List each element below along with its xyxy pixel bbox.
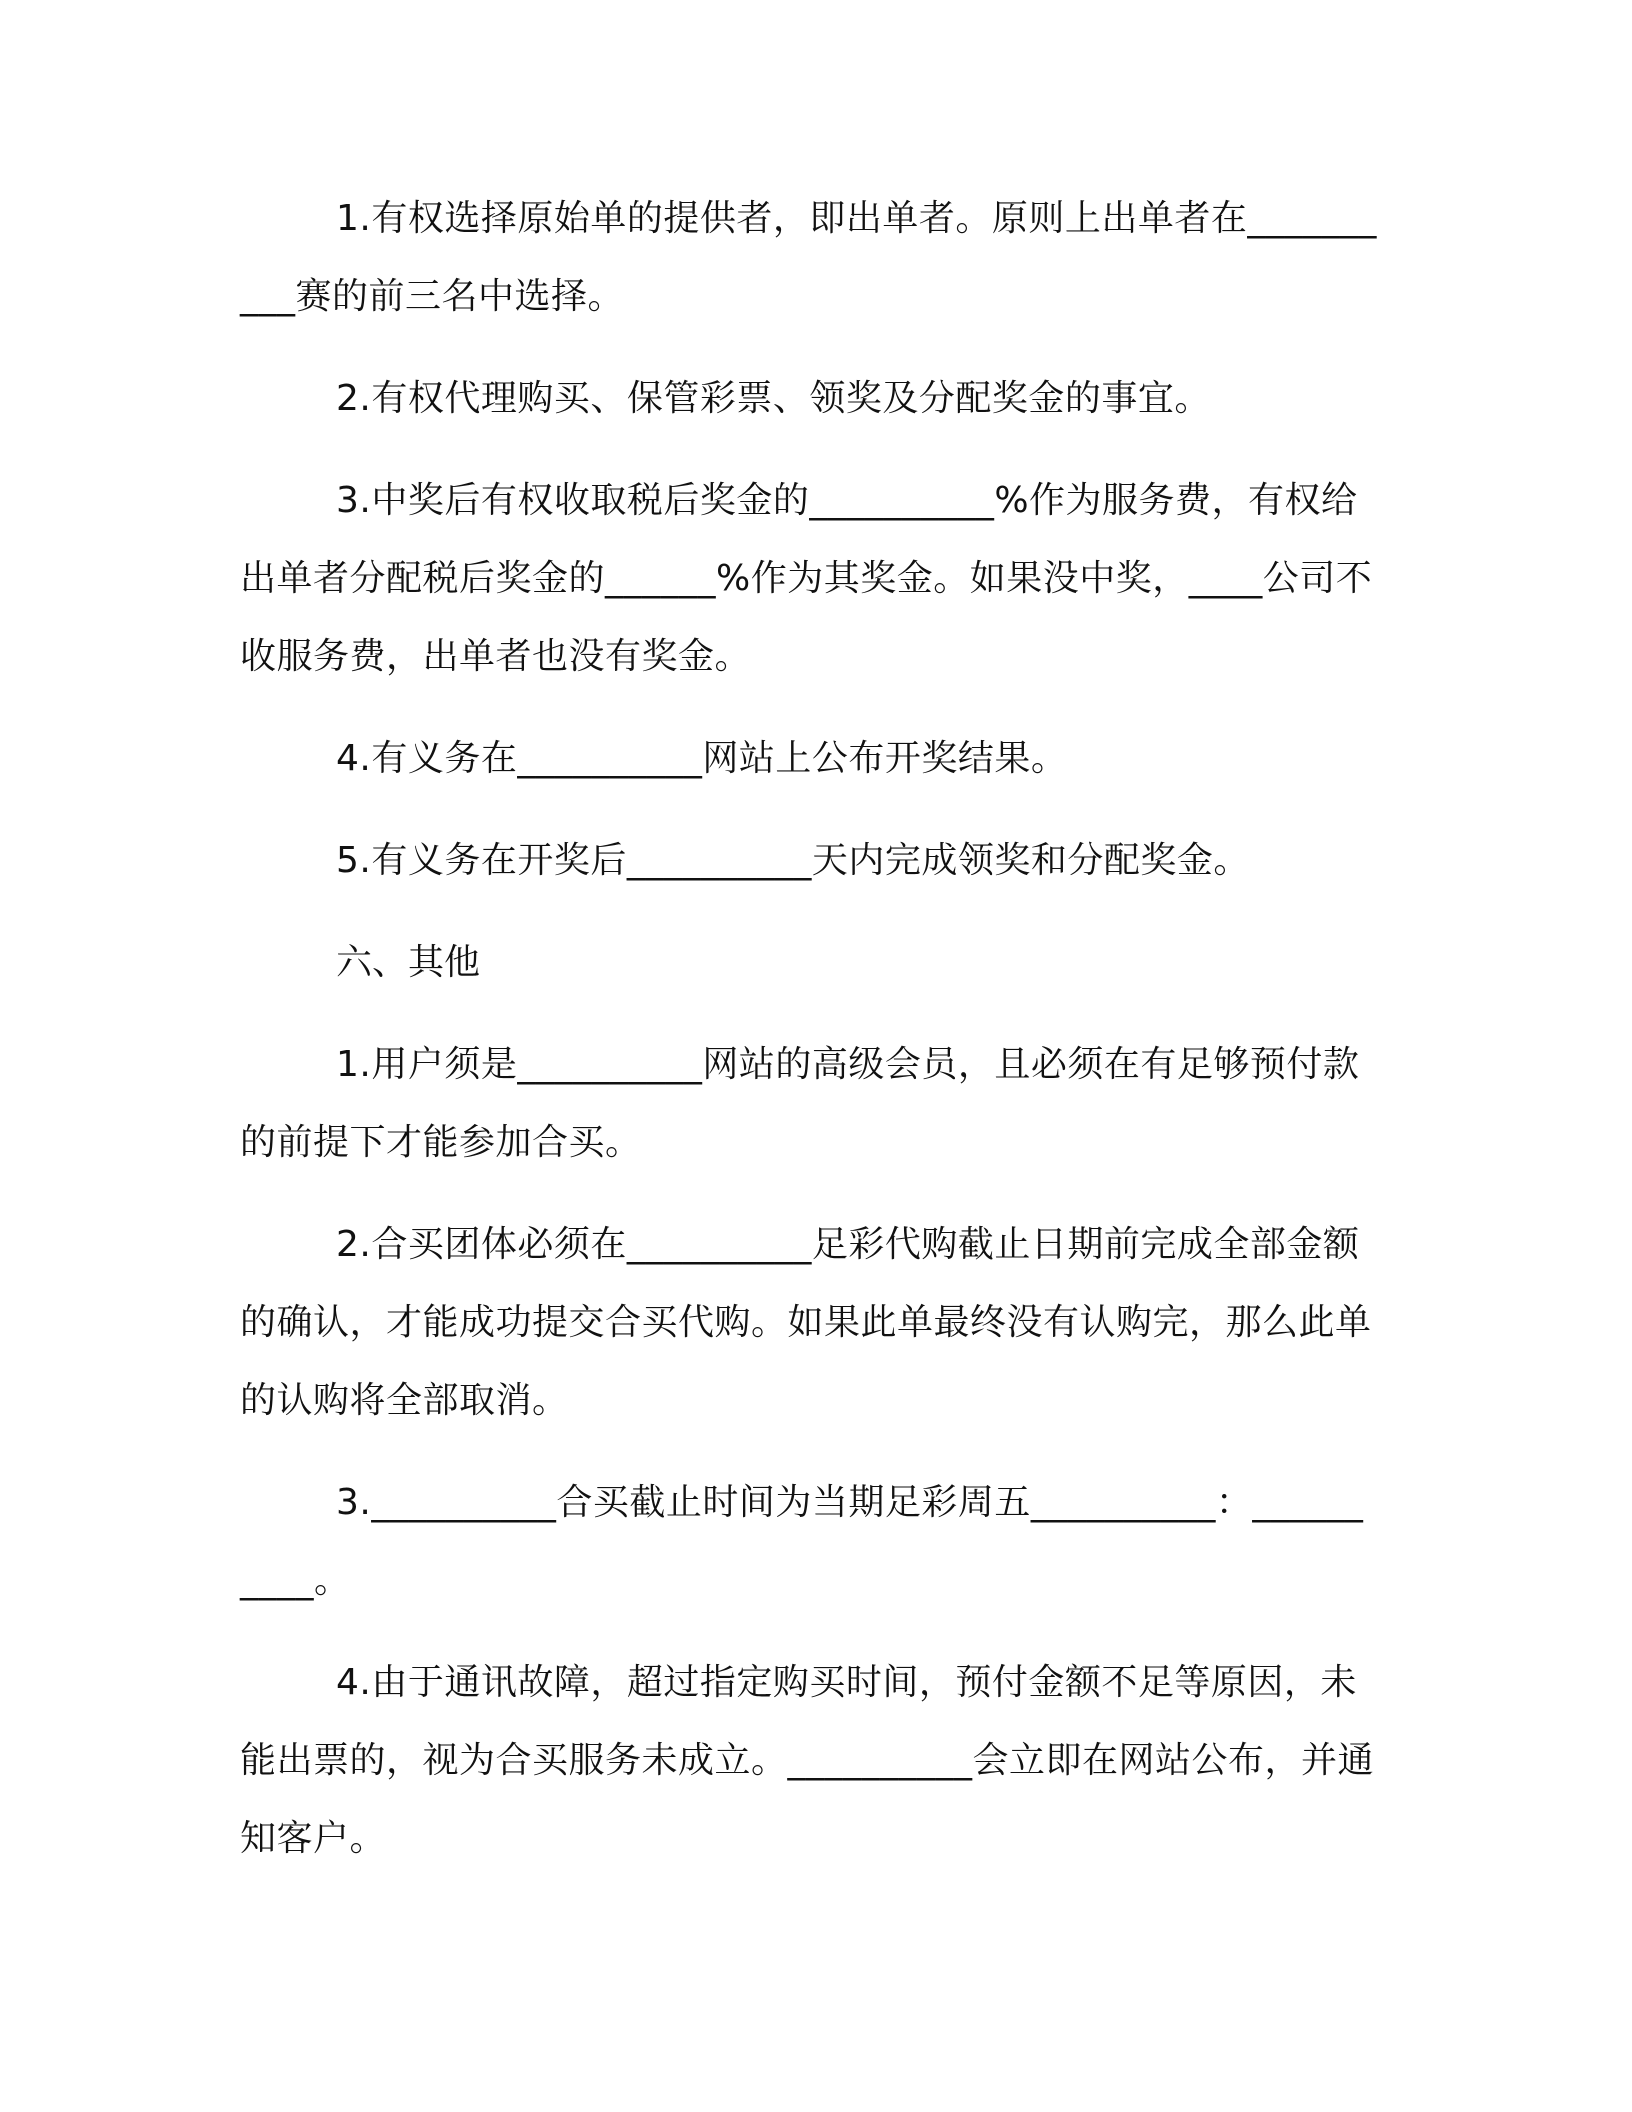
- clause-paragraph: 5.有义务在开奖后__________天内完成领奖和分配奖金。: [336, 840, 1250, 881]
- clause-paragraph: 4.由于通讯故障，超过指定购买时间，预付金额不足等原因，未能出票的，视为合买服务未成立。__________会立即在网站公布，并通知客户。: [240, 1662, 1375, 1859]
- clause-paragraph: 3.中奖后有权收取税后奖金的__________%作为服务费，有权给出单者分配税后奖金的______%作为其奖金。如果没中奖，____公司不收服务费，出单者也没有奖金。: [240, 480, 1373, 677]
- clause-paragraph: 2.合买团体必须在__________足彩代购截止日期前完成全部金额的确认，才能成功提交合买代购。如果此单最终没有认购完，那么此单的认购将全部取消。: [240, 1224, 1372, 1421]
- clause-paragraph: 4.有义务在__________网站上公布开奖结果。: [336, 738, 1068, 779]
- clause-paragraph: 3.__________合买截止时间为当期足彩周五__________：__________。: [240, 1482, 1364, 1601]
- clause-paragraph: 1.有权选择原始单的提供者，即出单者。原则上出单者在__________赛的前三名中选择。: [240, 198, 1377, 317]
- clause-paragraph: 1.用户须是__________网站的高级会员，且必须在有足够预付款的前提下才能参加合买。: [240, 1044, 1360, 1163]
- clause-paragraph: 2.有权代理购买、保管彩票、领奖及分配奖金的事宜。: [336, 378, 1211, 419]
- document-page: [240, 180, 1380, 1902]
- section-heading: 六、其他: [336, 942, 481, 983]
